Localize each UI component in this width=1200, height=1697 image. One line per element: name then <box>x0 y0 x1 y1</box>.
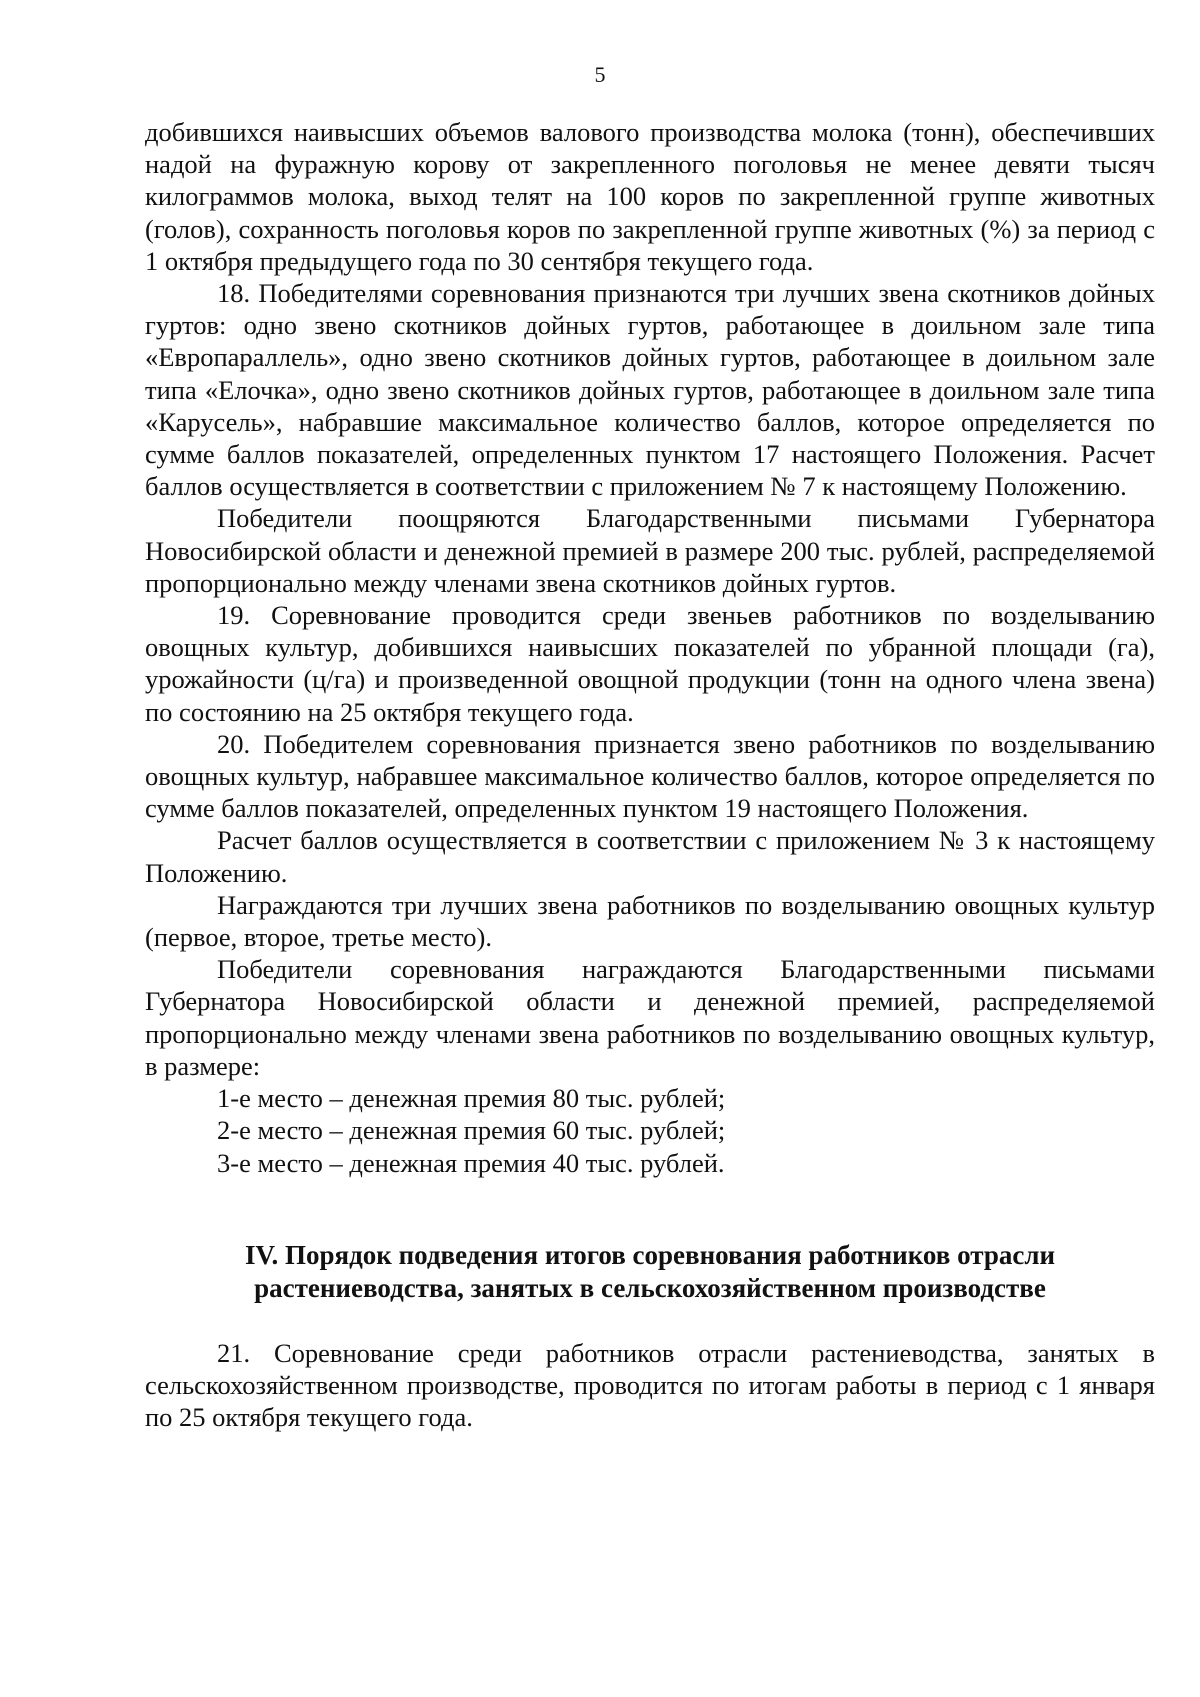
paragraph-points-calculation: Расчет баллов осуществляется в соответствии с приложением № 3 к настоящему Положению. <box>145 825 1155 888</box>
award-first-place: 1-е место – денежная премия 80 тыс. рублей; <box>217 1083 726 1114</box>
paragraph-item-21: 21. Соревнование среди работников отрасли растениеводства, занятых в сельскохозяйственном производстве, проводится по итогам работы в период с 1 января по 25 октября текущего года. <box>145 1337 1155 1433</box>
award-second-place: 2-е место – денежная премия 60 тыс. рублей; <box>217 1115 726 1146</box>
section-heading <box>145 1239 1155 1305</box>
paragraph-winners-prize: Победители соревнования награждаются Благодарственными письмами Губернатора Новосибирской области и денежной премией, распределяемой пропорционально между членами звена работников по возделыванию овощных культур, в размере: <box>145 954 1155 1081</box>
document-body <box>145 116 1155 1433</box>
paragraph-item-18: 18. Победителями соревнования признаются три лучших звена скотников дойных гуртов: одно звено скотников дойных гуртов, работающее в доильном зале типа «Европараллель», одно звено скотников дойных гуртов, работающее в доильном зале типа «Елочка», одно звено скотников дойных гуртов, работающее в доильном зале типа «Карусель», набравшие максимальное количество баллов, которое определяется по сумме баллов показателей, определенных пунктом 17 настоящего Положения. Расчет баллов осуществляется в соответствии с приложением № 7 к настоящему Положению. <box>145 278 1155 502</box>
award-third-place: 3-е место – денежная премия 40 тыс. рублей. <box>217 1147 725 1178</box>
paragraph-awarded-teams: Награждаются три лучших звена работников по возделыванию овощных культур (первое, второе, третье место). <box>145 889 1155 953</box>
paragraph-item-19: 19. Соревнование проводится среди звеньев работников по возделыванию овощных культур, добившихся наивысших показателей по убранной площади (га), урожайности (ц/га) и произведенной овощной продукции (тонн на одного члена звена) по состоянию на 25 октября текущего года. <box>145 600 1155 727</box>
section-heading-line-2: растениеводства, занятых в сельскохозяйственном производстве <box>254 1272 1046 1303</box>
paragraph-continuation: добившихся наивысших объемов валового производства молока (тонн), обеспечивших надой на фуражную корову от закрепленного поголовья не менее девяти тысяч килограммов молока, выход телят на 100 коров по закрепленной группе животных (голов), сохранность поголовья коров по закрепленной группе животных (%) за период с 1 октября предыдущего года по 30 сентября текущего года. <box>145 117 1155 276</box>
paragraph-item-20: 20. Победителем соревнования признается звено работников по возделыванию овощных культур, набравшее максимальное количество баллов, которое определяется по сумме баллов показателей, определенных пунктом 19 настоящего Положения. <box>145 728 1155 824</box>
paragraph-winners-reward: Победители поощряются Благодарственными письмами Губернатора Новосибирской области и денежной премией в размере 200 тыс. рублей, распределяемой пропорционально между членами звена скотников дойных гуртов. <box>145 503 1155 598</box>
section-heading-line-1: IV. Порядок подведения итогов соревнования работников отрасли <box>244 1239 1056 1270</box>
page-number: 5 <box>594 62 606 87</box>
